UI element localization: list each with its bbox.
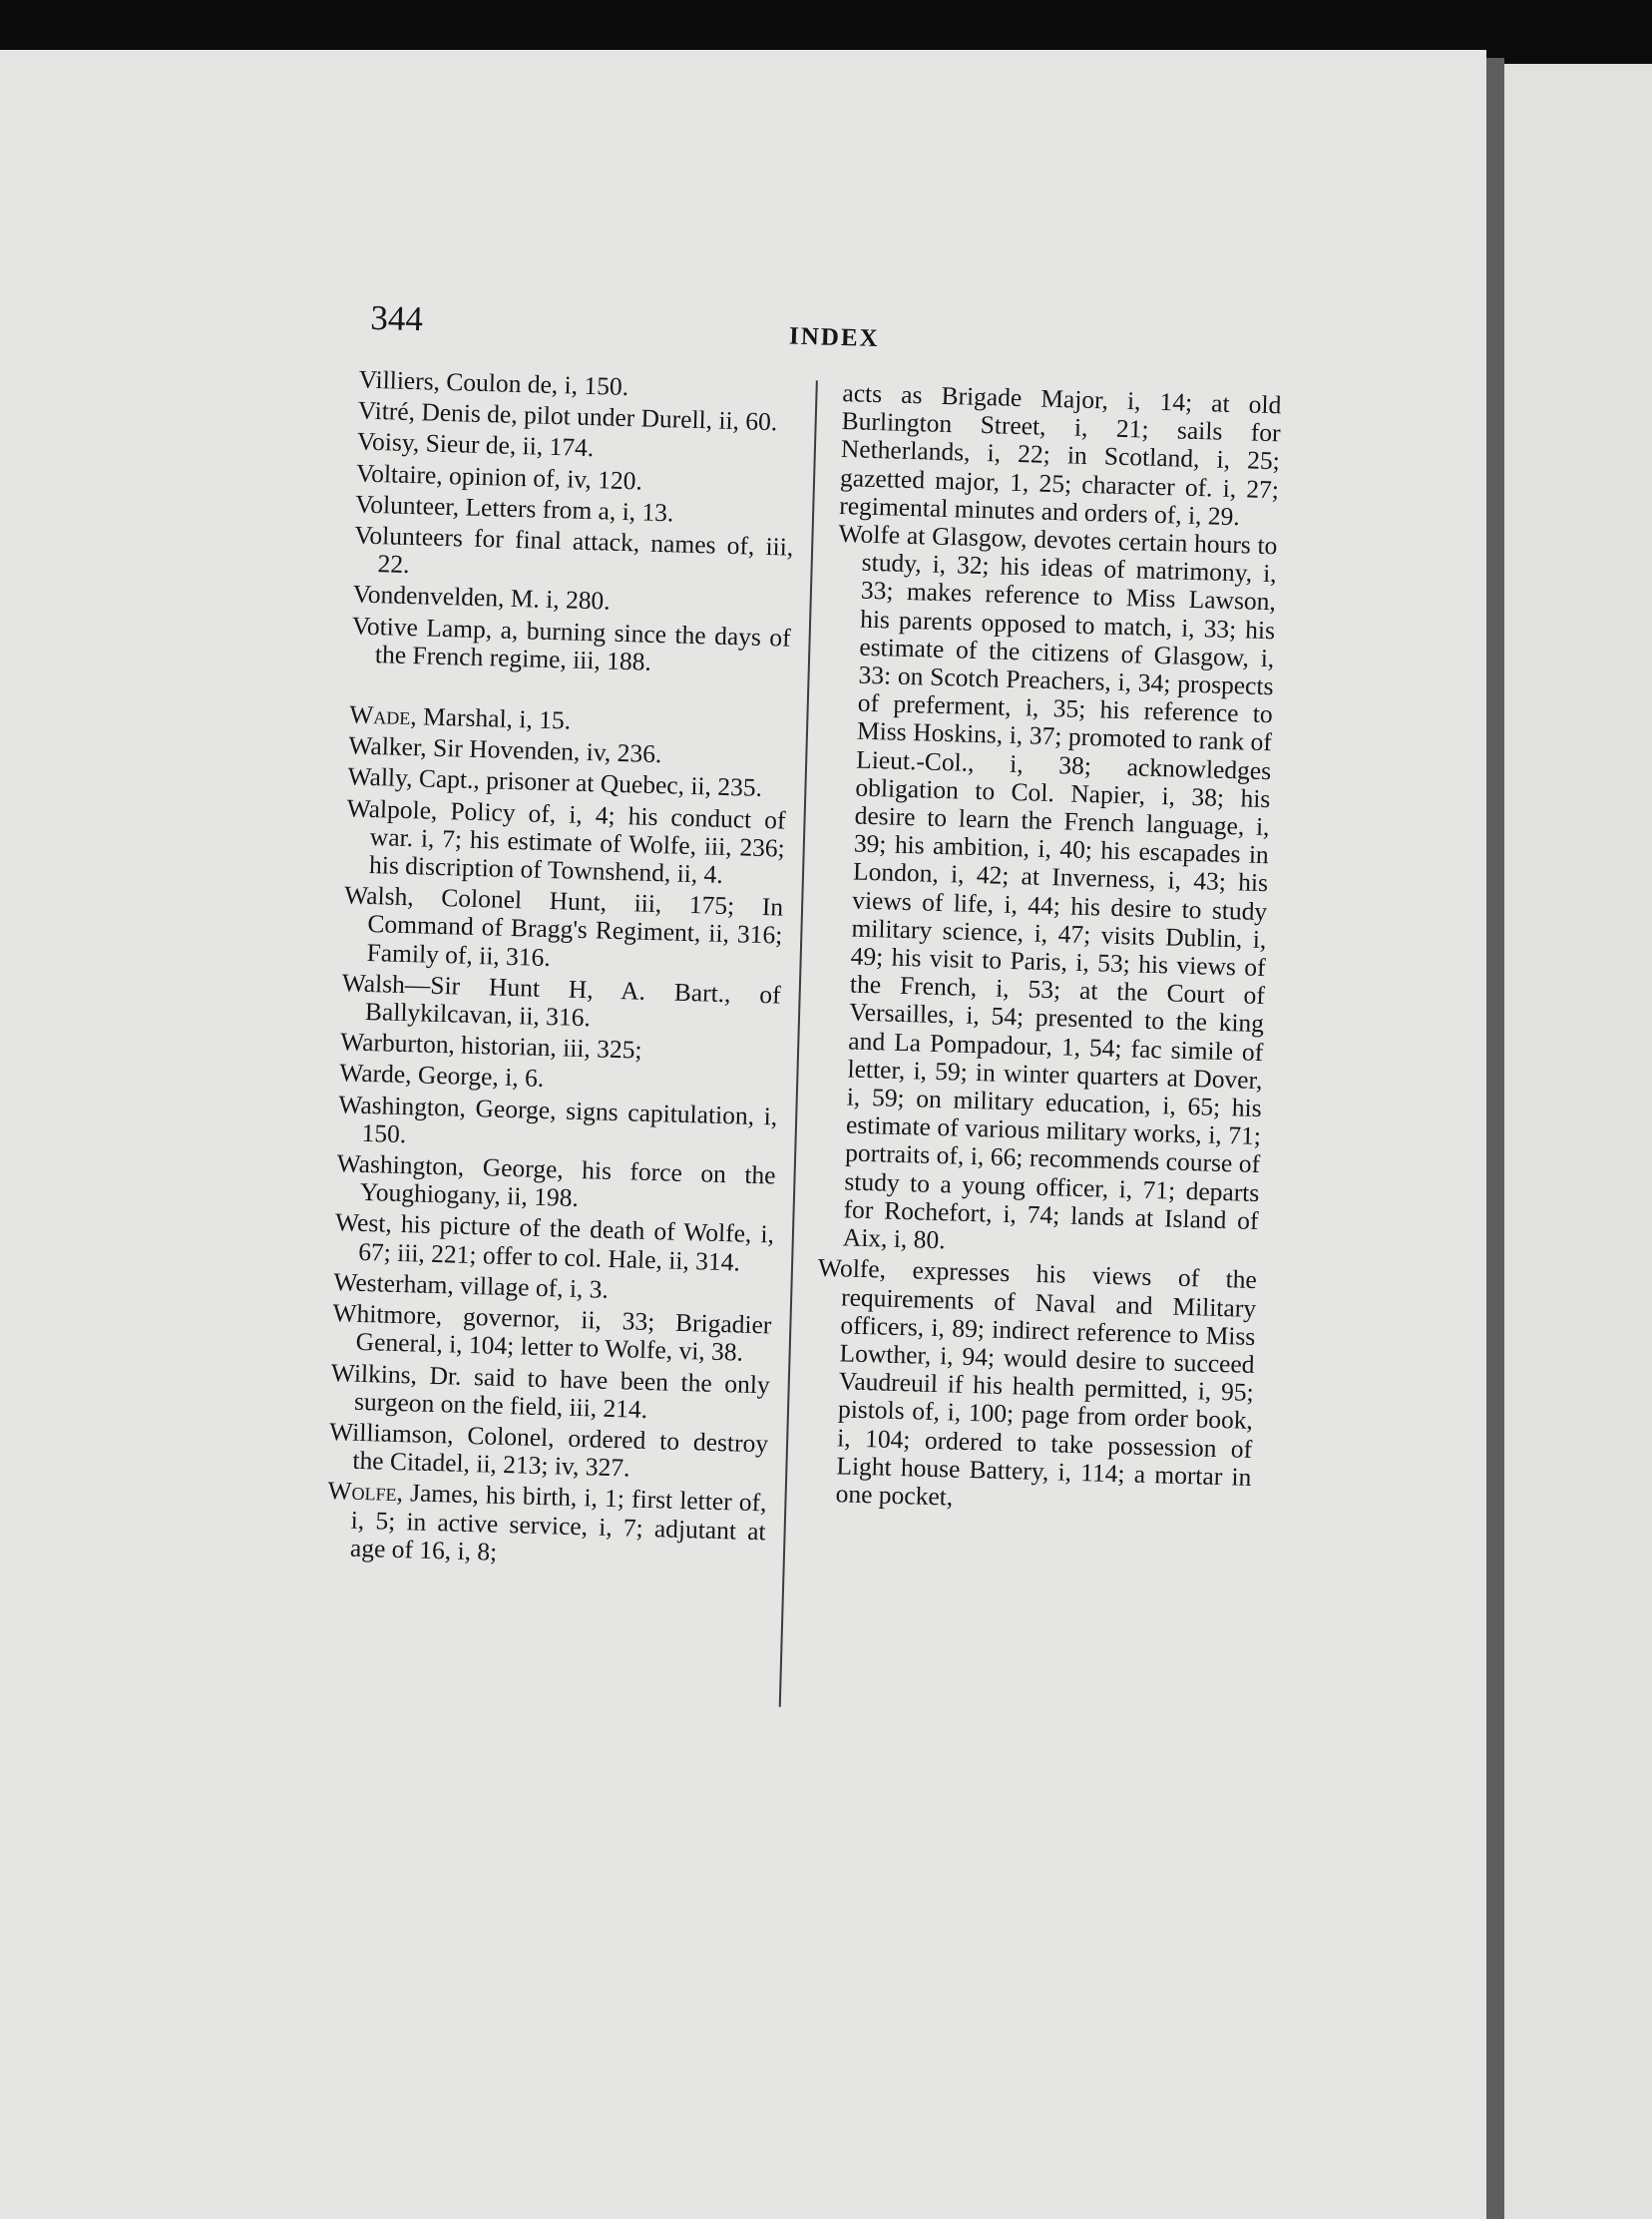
index-entry bbox=[331, 1299, 771, 1368]
index-column-right bbox=[811, 379, 1281, 1523]
entry-text: Washington, George, signs capitulation, i, 150. bbox=[338, 1089, 778, 1149]
index-entry bbox=[337, 1091, 777, 1159]
index-column-left bbox=[326, 366, 798, 1577]
entry-text: Williamson, Colonel, ordered to destroy the Citadel, ii, 213; iv, 327. bbox=[328, 1417, 769, 1483]
index-entry bbox=[818, 520, 1277, 1263]
entry-text: Voisy, Sieur de, ii, 174. bbox=[356, 426, 595, 463]
index-entry bbox=[342, 882, 783, 979]
page-number: 344 bbox=[369, 297, 424, 339]
entry-headword: Wade bbox=[348, 699, 411, 731]
entry-text: Walsh—Sir Hunt H, A. Bart., of Ballykilcavan, ii, 316. bbox=[341, 968, 782, 1033]
index-entry bbox=[326, 1477, 767, 1573]
entry-text: Wally, Capt., prisoner at Quebec, ii, 235. bbox=[347, 761, 763, 803]
entry-text: Volunteers for final attack, names of, iii, 22. bbox=[353, 520, 794, 580]
entry-text: Voltaire, opinion of, iv, 120. bbox=[355, 458, 643, 496]
entry-text: Vitré, Denis de, pilot under Durell, ii, 60. bbox=[357, 395, 778, 437]
entry-text: Walpole, Policy of, i, 4; his conduct of war. i, 7; his estimate of Wolfe, iii, 236; his discription of Townshend, ii, 4. bbox=[346, 793, 786, 889]
entry-text: Villiers, Coulon de, i, 150. bbox=[358, 364, 629, 402]
entry-text: Washington, George, his force on the Youghiogany, ii, 198. bbox=[336, 1148, 777, 1213]
facing-page-edge bbox=[1504, 64, 1652, 2219]
index-entry bbox=[330, 1359, 770, 1428]
index-entry bbox=[345, 794, 786, 891]
index-entry bbox=[328, 1418, 768, 1487]
running-head: INDEX bbox=[788, 322, 881, 353]
entry-text: , James, his birth, i, 1; first letter of, i, 5; in active service, i, 7; adjutant at age of 16, i, 8; bbox=[349, 1478, 767, 1566]
index-entry bbox=[334, 1209, 774, 1278]
index-entry bbox=[351, 612, 791, 680]
entry-text: Volunteer, Letters from a, i, 13. bbox=[354, 489, 674, 528]
entry-text: Whitmore, governor, ii, 33; Brigadier General, i, 104; letter to Wolfe, vi, 38. bbox=[332, 1298, 772, 1367]
index-entry bbox=[336, 1149, 776, 1218]
entry-text: Vondenvelden, M. i, 280. bbox=[352, 579, 612, 617]
index-entry bbox=[353, 521, 793, 590]
entry-text: Walsh, Colonel Hunt, iii, 175; In Command of Bragg's Regiment, ii, 316; Family of, ii, 316. bbox=[343, 880, 784, 972]
entry-text: Wilkins, Dr. said to have been the only surgeon on the field, iii, 214. bbox=[330, 1357, 771, 1424]
page-content bbox=[301, 297, 1339, 1771]
entry-text: acts as Brigade Major, i, 14; at old Burlington Street, i, 21; sails for Netherlands, i, 22; in Scotland, i, 25; gazetted major, 1, 25; character of. i, 27; regimental minutes and orders of, i, 29. bbox=[838, 378, 1282, 532]
entry-text: , Marshal, i, 15. bbox=[409, 701, 572, 735]
entry-text: Warburton, historian, iii, 325; bbox=[339, 1027, 642, 1065]
entry-text: Westerham, village of, i, 3. bbox=[333, 1267, 610, 1304]
entry-headword: Wolfe bbox=[327, 1476, 398, 1508]
index-entry-continuation bbox=[839, 379, 1282, 532]
entry-text: Walker, Sir Hovenden, iv, 236. bbox=[348, 730, 662, 769]
index-entry bbox=[811, 1254, 1257, 1520]
entry-text: Votive Lamp, a, burning since the days of the French regime, iii, 188. bbox=[351, 611, 792, 676]
entry-text: Wolfe at Glasgow, devotes certain hours to study, i, 32; his ideas of matrimony, i, 33; makes reference to Miss Lawson, his parents opposed to match, i, 33; his estimate of the citizens of Glasgow, i, 33: on Scotch Preachers, i, 34; prospects of preferment, i, 35; his reference to Miss Hoskins, i, 37; promoted to rank of Lieut.-Col., i, 38; acknowledges obligation to Col. Napier, i, 38; his desire to learn the French language, i, 39; his ambition, i, 40; his escapades in London, i, 42; at Inverness, i, 43; his views of life, i, 44; his desire to study military science, i, 47; visits Dublin, i, 49; his visit to Paris, i, 53; his views of the French, i, 53; at the Court of Versailles, i, 54; presented to the king and La Pompadour, 1, 54; fac simile of letter, i, 59; in winter quarters at Dover, i, 59; on military education, i, 65; his estimate of various military works, i, 71; portraits of, i, 66; recommends course of study to a young officer, i, 71; departs for Rochefort, i, 74; lands at Island of Aix, i, 80. bbox=[838, 519, 1278, 1255]
book-gutter bbox=[1486, 58, 1504, 2219]
entry-text: West, his picture of the death of Wolfe, i, 67; iii, 221; offer to col. Hale, ii, 314. bbox=[334, 1207, 775, 1277]
entry-text: Wolfe, expresses his views of the requirements of Naval and Military officers, i, 89; indirect reference to Miss Lowther, i, 94; would desire to succeed Vaudreuil if his health permitted, i, 95; pistols of, i, 100; page from order book, i, 104; ordered to take possession of Light house Battery, i, 114; a mortar in one pocket, bbox=[817, 1253, 1258, 1512]
index-entry bbox=[341, 969, 781, 1038]
entry-text: Warde, George, i, 6. bbox=[338, 1058, 545, 1094]
